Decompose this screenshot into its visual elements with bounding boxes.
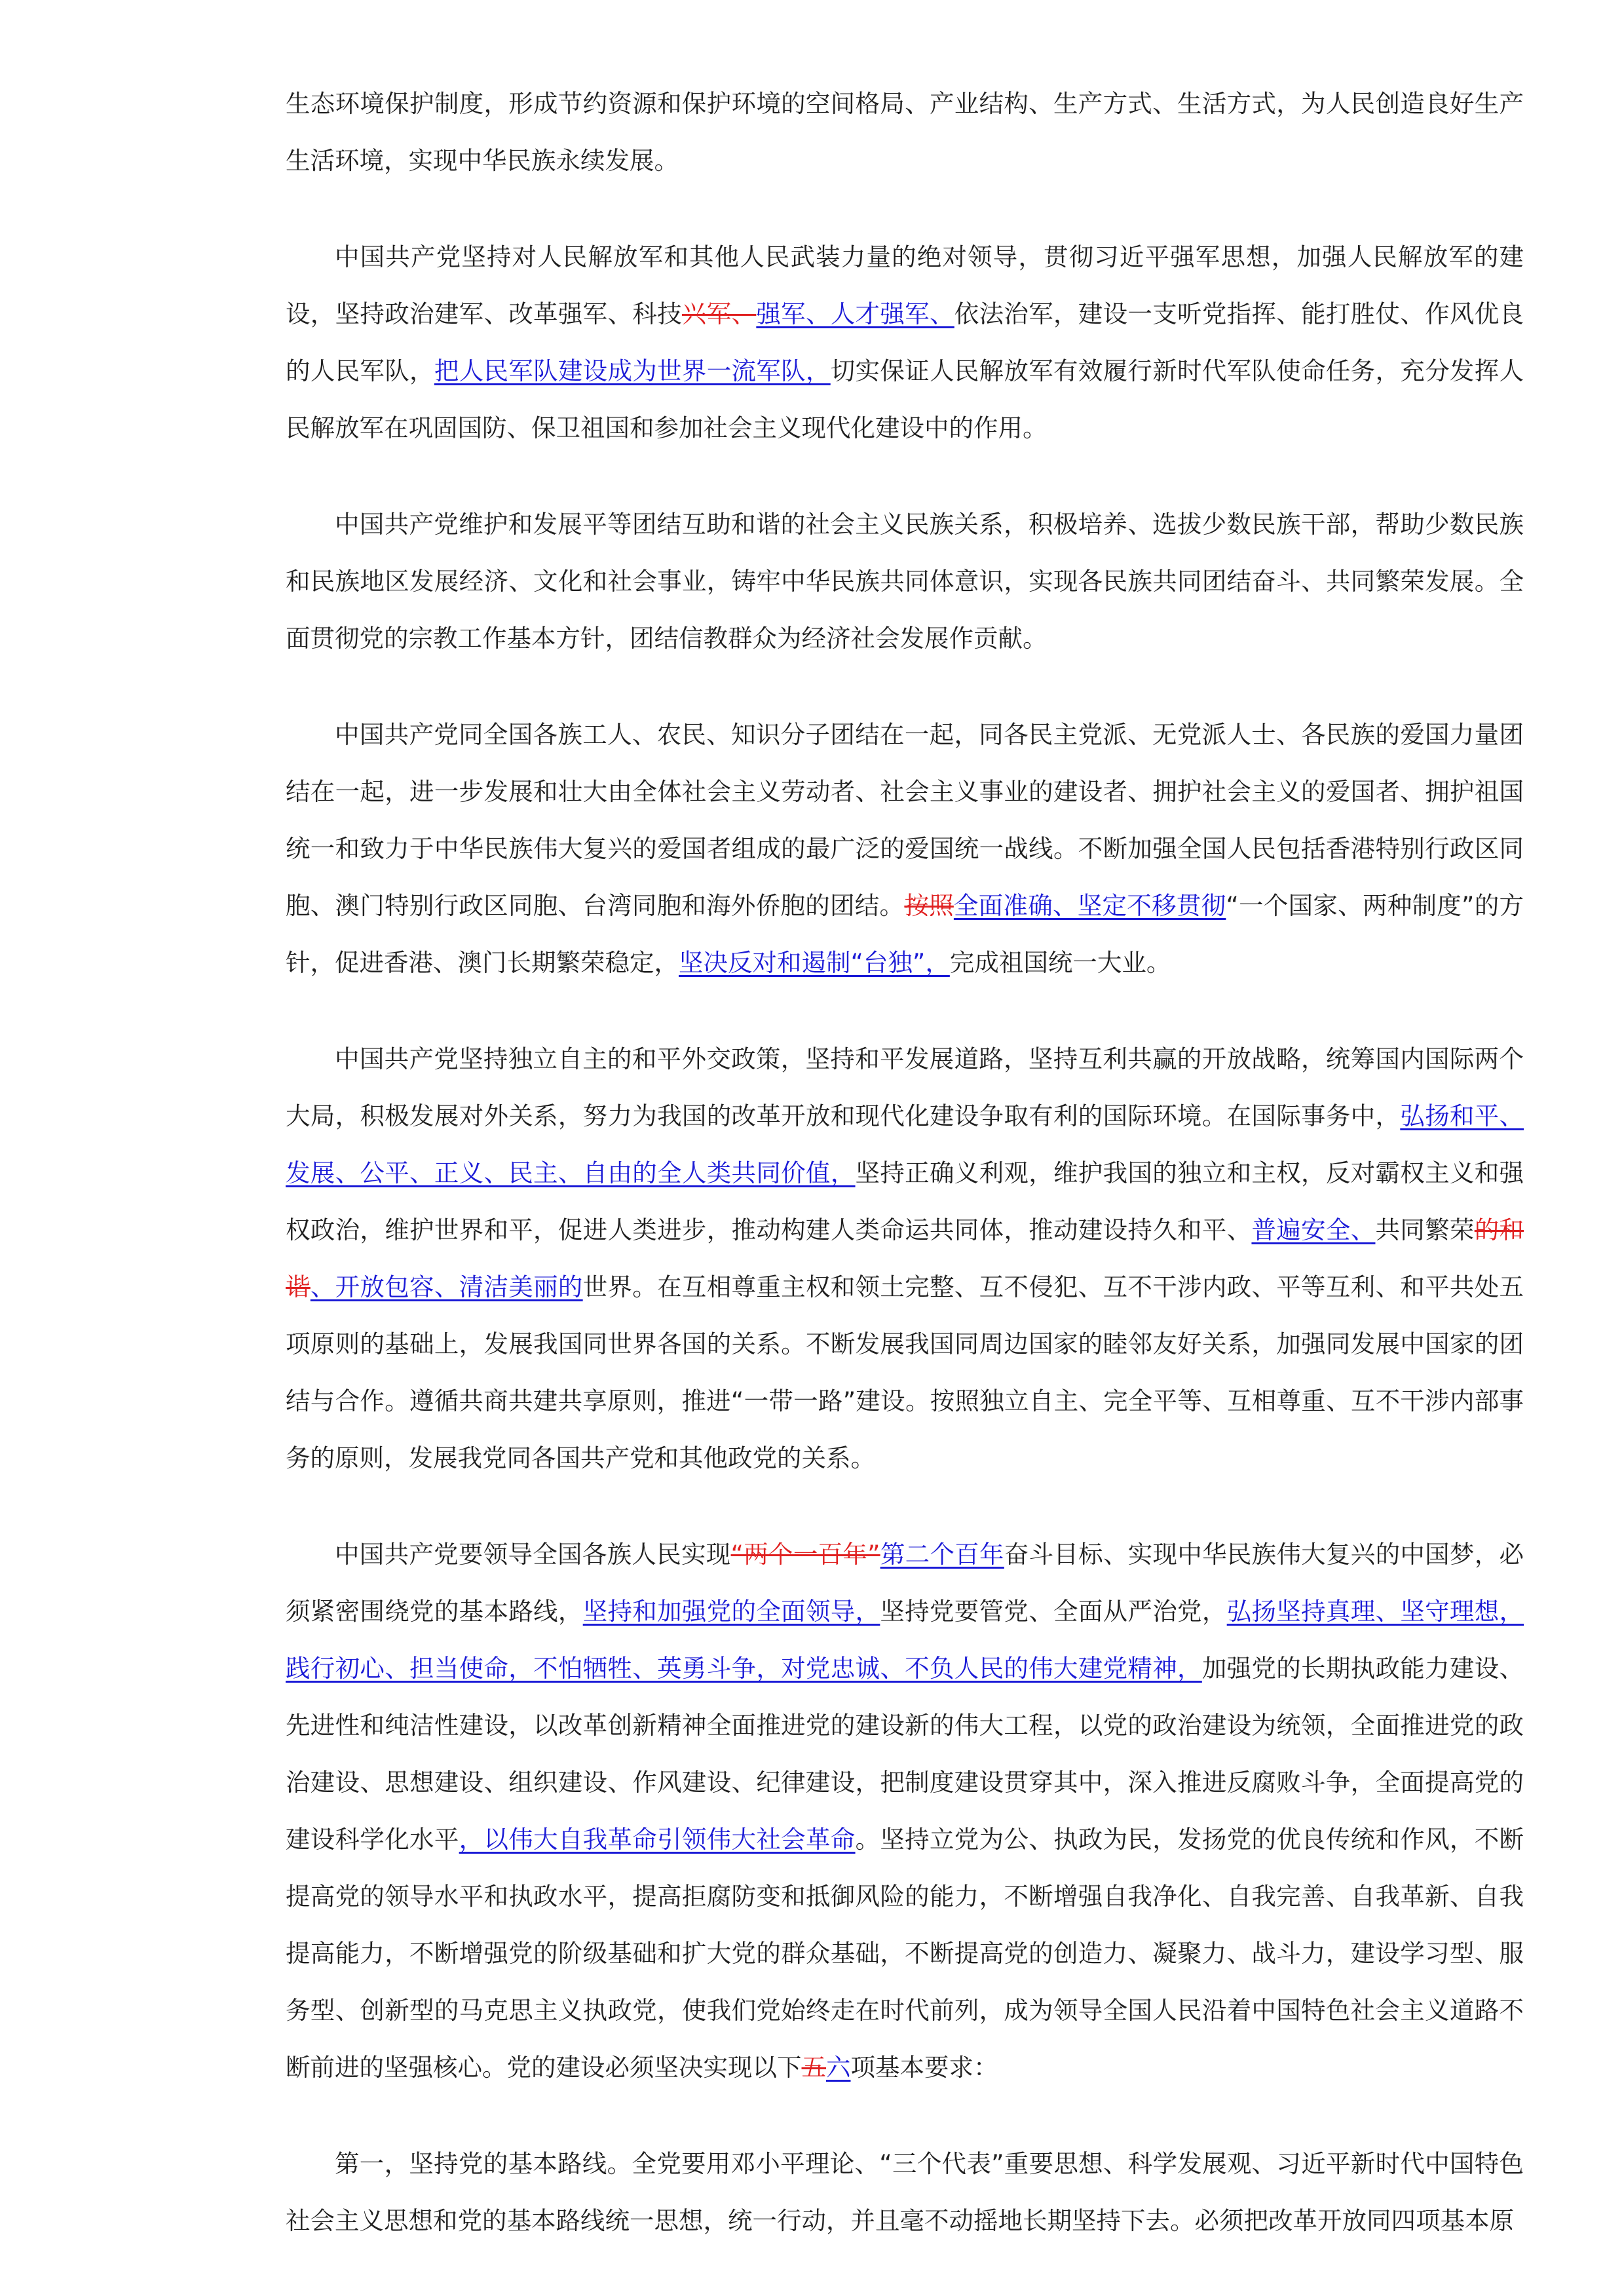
paragraph <box>286 229 1524 457</box>
text-run: 完成祖国统一大业。 <box>949 948 1171 977</box>
inserted-text: 全面准确、坚定不移贯彻 <box>953 891 1226 920</box>
text-run: 奋斗目标、实现中华民族伟大复兴的中国梦，必须紧密围绕党的基本路线， <box>286 1540 1524 1626</box>
text-run: 第一，坚持党的基本路线。全党要用邓小平理论、“三个代表”重要思想、科学发展观、习近平新时代中国特色社会主义思想和党的基本路线统一思想，统一行动，并且毫不动摇地长期坚持下去。必须把改革开放同四项基本原 <box>286 2149 1524 2235</box>
paragraph <box>286 496 1524 667</box>
text-run: 中国共产党坚持独立自主的和平外交政策，坚持和平发展道路，坚持互利共赢的开放战略，统筹国内国际两个大局，积极发展对外关系，努力为我国的改革开放和现代化建设争取有利的国际环境。在国际事务中， <box>286 1044 1524 1130</box>
text-run: 依法治军，建设一支听党指挥、能打胜仗、作风优良的人民军队， <box>286 299 1524 385</box>
inserted-text: 六 <box>826 2053 851 2082</box>
deleted-text: “两个一百年” <box>730 1540 880 1569</box>
inserted-text: 第二个百年 <box>880 1540 1004 1569</box>
paragraph <box>286 1031 1524 1487</box>
inserted-text: 把人民军队建设成为世界一流军队， <box>434 356 831 385</box>
inserted-text: 坚持和加强党的全面领导， <box>582 1597 880 1626</box>
inserted-text: 普遍安全、 <box>1251 1215 1376 1244</box>
text-run: 中国共产党要领导全国各族人民实现 <box>335 1540 731 1569</box>
text-run: 切实保证人民解放军有效履行新时代军队使命任务，充分发挥人民解放军在巩固国防、保卫祖国和参加社会主义现代化建设中的作用。 <box>286 356 1524 442</box>
document-page <box>286 75 1524 2249</box>
text-run: 坚持正确义利观，维护我国的独立和主权，反对霸权主义和强权政治，维护世界和平，促进人类进步，推动构建人类命运共同体，推动建设持久和平、 <box>286 1158 1524 1244</box>
inserted-text: ，以伟大自我革命引领伟大社会革命 <box>459 1825 856 1854</box>
text-run: 加强党的长期执政能力建设、先进性和纯洁性建设，以改革创新精神全面推进党的建设新的伟大工程，以党的政治建设为统领，全面推进党的政治建设、思想建设、组织建设、作风建设、纪律建设，把制度建设贯穿其中，深入推进反腐败斗争，全面提高党的建设科学化水平 <box>286 1654 1524 1854</box>
text-run: 共同繁荣 <box>1375 1215 1475 1244</box>
paragraph <box>286 75 1524 189</box>
inserted-text: 强军、人才强军、 <box>756 299 954 328</box>
deleted-text: 五 <box>801 2053 826 2082</box>
deleted-text: 按照 <box>904 891 954 920</box>
paragraph <box>286 2135 1524 2249</box>
paragraph <box>286 1526 1524 2096</box>
inserted-text: 、开放包容、清洁美丽的 <box>310 1272 583 1301</box>
deleted-text: 的和谐 <box>286 1215 1524 1301</box>
text-run: 项基本要求： <box>850 2053 998 2082</box>
text-run: 中国共产党坚持对人民解放军和其他人民武装力量的绝对领导，贯彻习近平强军思想，加强人民解放军的建设，坚持政治建军、改革强军、科技 <box>286 242 1524 328</box>
text-run: 中国共产党维护和发展平等团结互助和谐的社会主义民族关系，积极培养、选拔少数民族干部，帮助少数民族和民族地区发展经济、文化和社会事业，铸牢中华民族共同体意识，实现各民族共同团结奋斗、共同繁荣发展。全面贯彻党的宗教工作基本方针，团结信教群众为经济社会发展作贡献。 <box>286 510 1524 653</box>
text-run: 。坚持立党为公、执政为民，发扬党的优良传统和作风，不断提高党的领导水平和执政水平，提高拒腐防变和抵御风险的能力，不断增强自我净化、自我完善、自我革新、自我提高能力，不断增强党的阶级基础和扩大党的群众基础，不断提高党的创造力、凝聚力、战斗力，建设学习型、服务型、创新型的马克思主义执政党，使我们党始终走在时代前列，成为领导全国人民沿着中国特色社会主义道路不断前进的坚强核心。党的建设必须坚决实现以下 <box>286 1825 1524 2082</box>
text-run: 坚持党要管党、全面从严治党， <box>880 1597 1227 1626</box>
paragraph <box>286 706 1524 991</box>
inserted-text: 坚决反对和遏制“台独”， <box>679 948 950 977</box>
text-run: “一个国家、两种制度”的方针，促进香港、澳门长期繁荣稳定， <box>286 891 1524 977</box>
inserted-text: 弘扬坚持真理、坚守理想，践行初心、担当使命，不怕牺牲、英勇斗争，对党忠诚、不负人民的伟大建党精神， <box>286 1597 1524 1683</box>
text-run: 生态环境保护制度，形成节约资源和保护环境的空间格局、产业结构、生产方式、生活方式，为人民创造良好生产生活环境，实现中华民族永续发展。 <box>286 89 1524 175</box>
text-run: 世界。在互相尊重主权和领土完整、互不侵犯、互不干涉内政、平等互利、和平共处五项原则的基础上，发展我国同世界各国的关系。不断发展我国同周边国家的睦邻友好关系，加强同发展中国家的团结与合作。遵循共商共建共享原则，推进“一带一路”建设。按照独立自主、完全平等、互相尊重、互不干涉内部事务的原则，发展我党同各国共产党和其他政党的关系。 <box>286 1272 1524 1472</box>
inserted-text: 弘扬和平、发展、公平、正义、民主、自由的全人类共同价值， <box>286 1101 1524 1187</box>
deleted-text: 兴军、 <box>681 299 757 328</box>
text-run: 中国共产党同全国各族工人、农民、知识分子团结在一起，同各民主党派、无党派人士、各民族的爱国力量团结在一起，进一步发展和壮大由全体社会主义劳动者、社会主义事业的建设者、拥护社会主义的爱国者、拥护祖国统一和致力于中华民族伟大复兴的爱国者组成的最广泛的爱国统一战线。不断加强全国人民包括香港特别行政区同胞、澳门特别行政区同胞、台湾同胞和海外侨胞的团结。 <box>286 720 1524 920</box>
